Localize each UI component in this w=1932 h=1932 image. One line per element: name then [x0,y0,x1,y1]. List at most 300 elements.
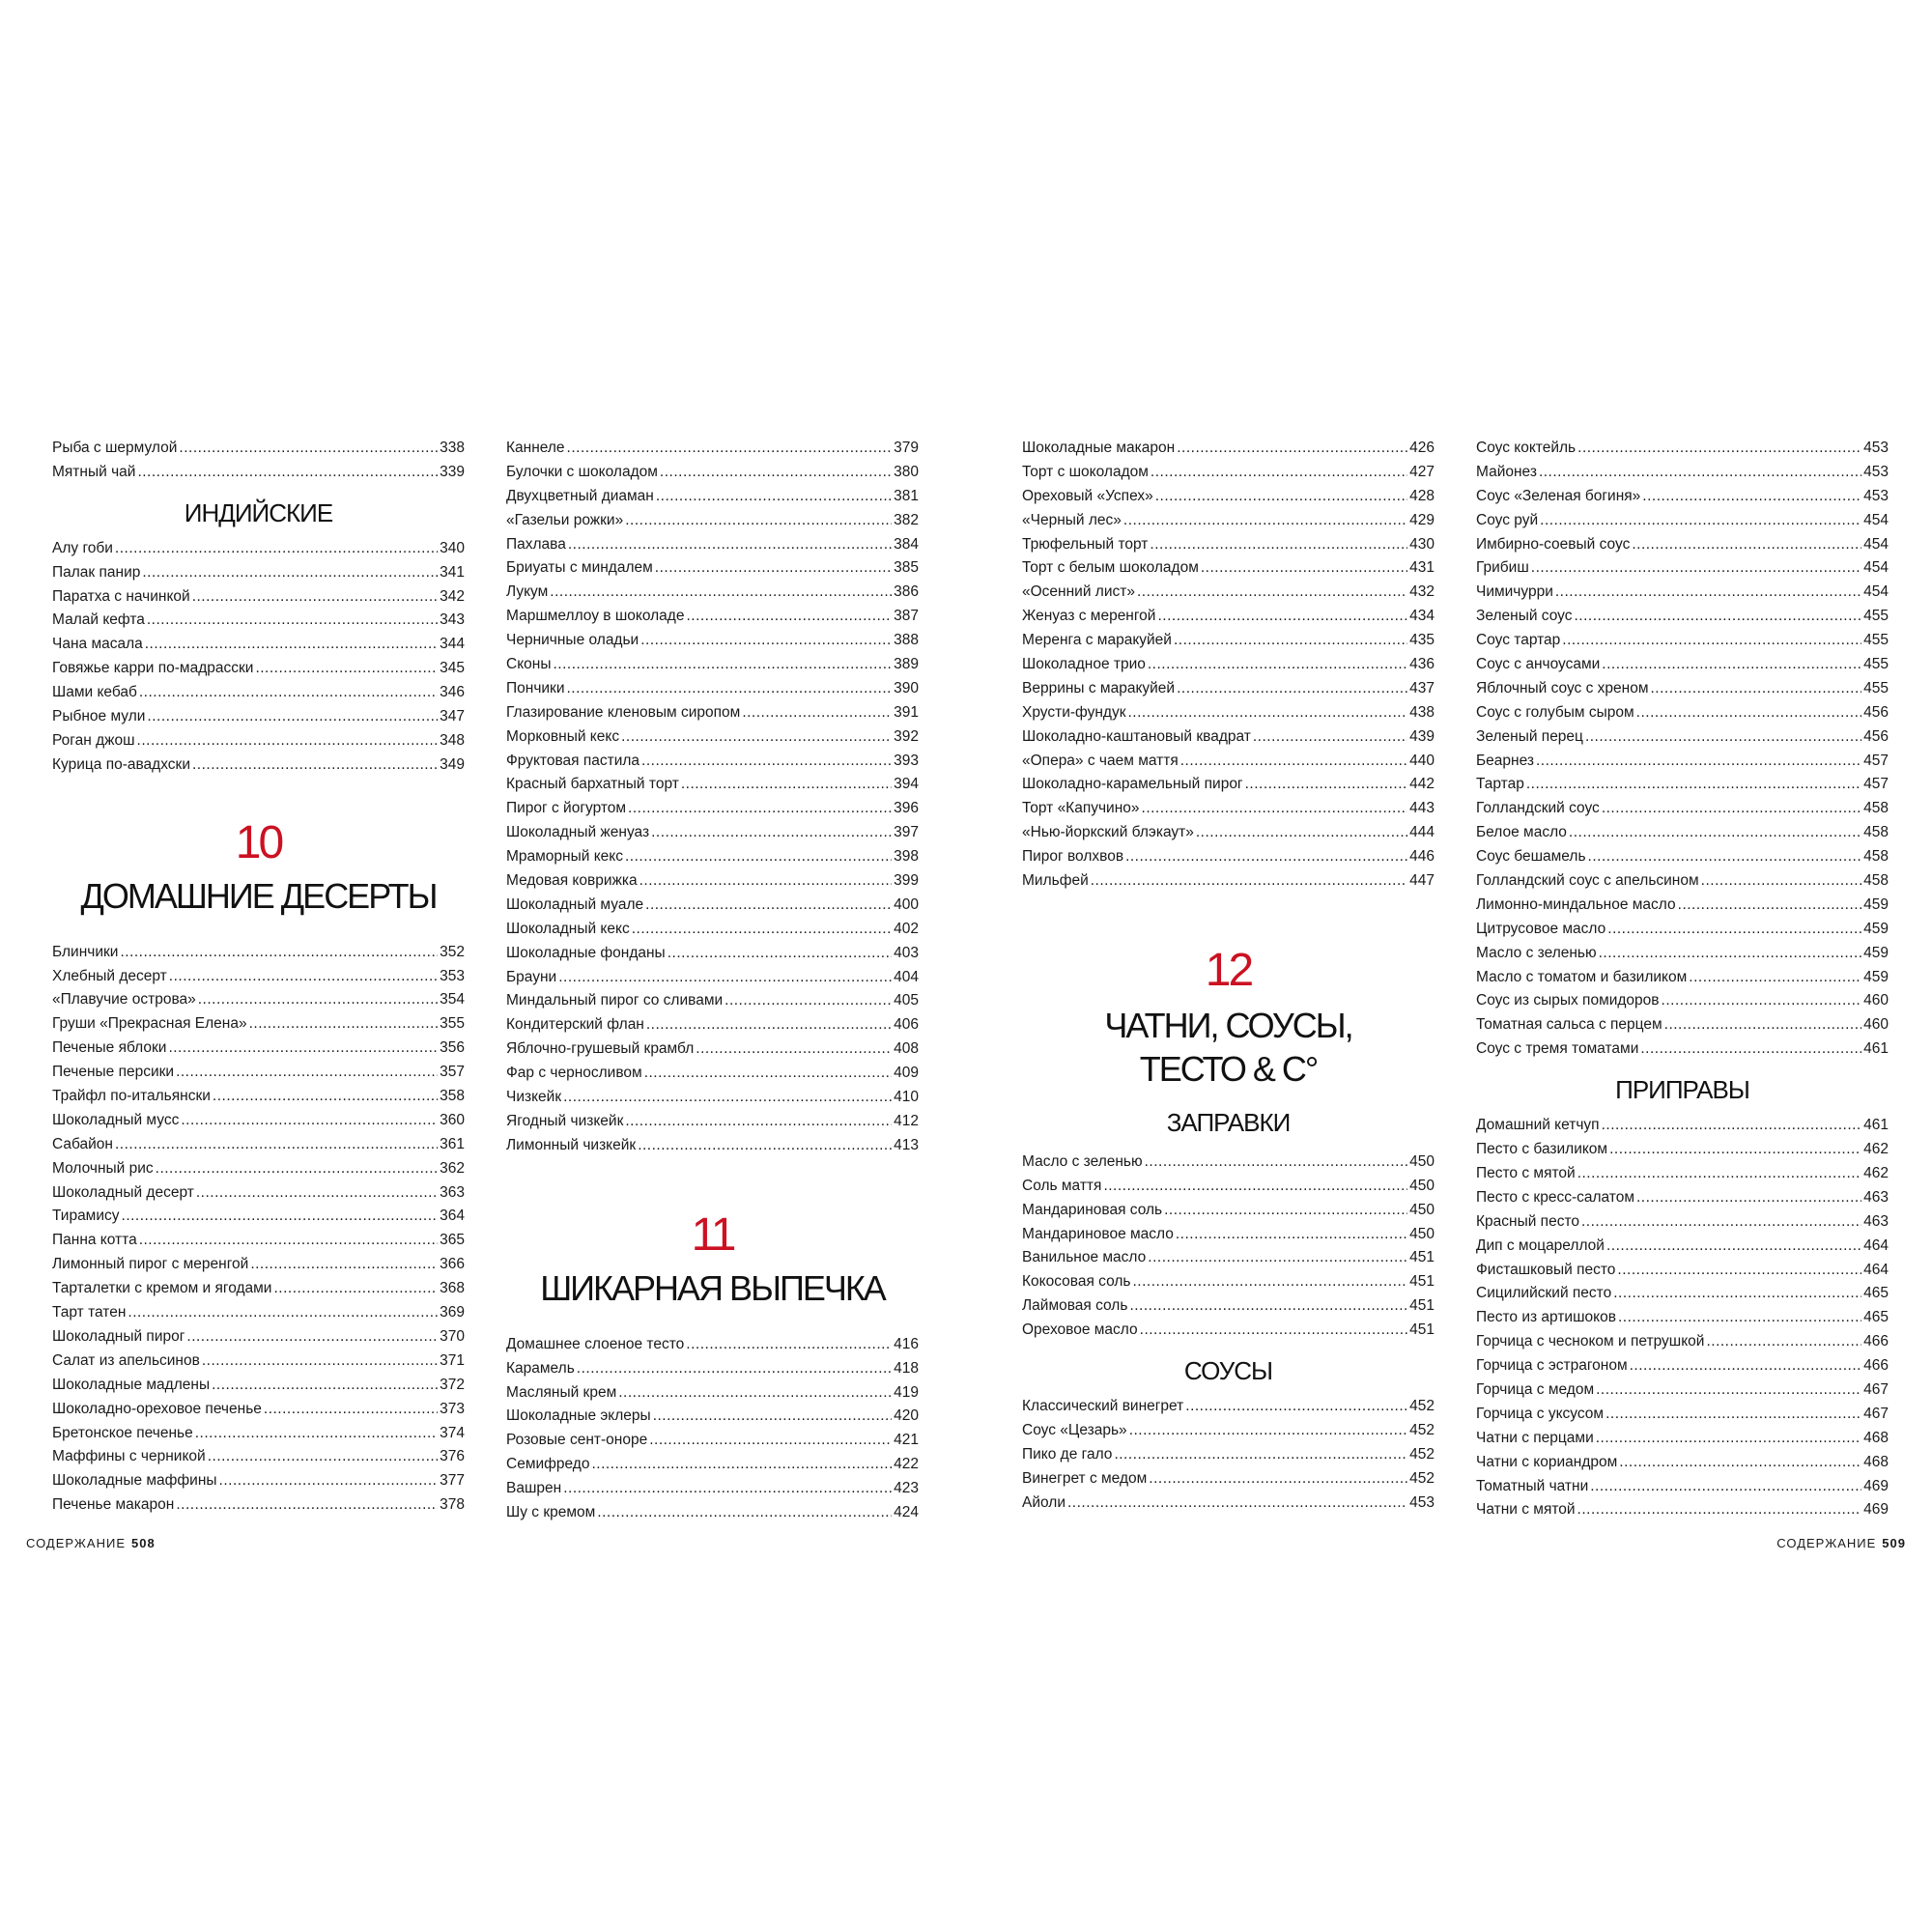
entry-title: Пирог с йогуртом [506,800,627,817]
entry-title: Тартар [1476,776,1524,793]
toc-entry[interactable] [1022,1419,1435,1443]
toc-entry[interactable] [1476,629,1889,653]
entry-title: Рыба с шермулой [52,440,178,456]
toc-entry[interactable] [1022,1492,1435,1516]
toc-entry[interactable] [506,966,919,990]
entry-page-number: 451 [1409,1273,1435,1291]
entry-title: Шоколадные эклеры [506,1407,651,1425]
entry-page-number: 356 [440,1039,465,1057]
toc-entry[interactable] [506,533,919,557]
dot-leader [122,1205,439,1229]
toc-entry[interactable] [52,1109,465,1133]
dot-leader [1164,1199,1407,1223]
toc-entry[interactable] [52,657,465,681]
entry-title: Шоколадно-ореховое печенье [52,1400,262,1417]
toc-entry[interactable] [1476,533,1889,557]
entry-title: Пирог волхвов [1022,848,1124,866]
toc-entry[interactable] [1022,1270,1435,1294]
entry-page-number: 413 [894,1136,919,1153]
entry-title: Говяжье карри по-мадрасски [52,660,254,677]
section-heading-indian: ИНДИЙСКИЕ [184,497,333,527]
toc-entry[interactable] [52,965,465,989]
entry-title: Бриуаты с миндалем [506,559,653,577]
toc-entry[interactable] [1476,1282,1889,1306]
toc-entry[interactable] [1476,653,1889,677]
toc-entry[interactable] [1022,821,1435,845]
dot-leader [621,725,892,750]
toc-entry[interactable] [52,1205,465,1229]
toc-entry[interactable] [1476,556,1889,581]
footer-right [1776,1536,1906,1550]
entry-page-number: 461 [1863,1117,1889,1134]
toc-entry[interactable] [1476,845,1889,869]
toc-entry[interactable] [506,845,919,869]
toc-entry[interactable] [506,1062,919,1086]
toc-list [52,537,465,778]
entry-page-number: 410 [894,1089,919,1106]
dot-leader [639,869,893,894]
dot-leader [1630,1354,1862,1378]
toc-entry[interactable] [1022,701,1435,725]
dot-leader [686,1333,892,1357]
toc-entry[interactable] [52,1133,465,1157]
entry-page-number: 348 [440,731,465,749]
toc-entry[interactable] [52,585,465,610]
dot-leader [1577,437,1861,461]
chapter-title-12-line2: ТЕСТО & С° [1139,1048,1318,1089]
footer-left [26,1536,156,1550]
entry-page-number: 464 [1863,1236,1889,1254]
toc-entry[interactable] [52,1012,465,1037]
toc-entry[interactable] [52,729,465,753]
chapter-title-12-line1: ЧАТНИ, СОУСЫ, [1104,1005,1352,1045]
toc-entry[interactable] [1022,1151,1435,1175]
toc-entry[interactable] [506,989,919,1013]
entry-title: Пончики [506,679,565,696]
toc-entry[interactable] [1476,1498,1889,1522]
toc-entry[interactable] [1476,1210,1889,1235]
entry-title: Ягодный чизкейк [506,1112,624,1129]
dot-leader [1605,1403,1861,1427]
toc-entry[interactable] [1476,1013,1889,1037]
toc-entry[interactable] [1476,918,1889,942]
dot-leader [255,657,438,681]
toc-entry[interactable] [52,941,465,965]
toc-entry[interactable] [1476,989,1889,1013]
dot-leader [1701,869,1861,894]
entry-page-number: 418 [894,1359,919,1377]
toc-entry[interactable] [1476,942,1889,966]
entry-title: Шу с кремом [506,1503,596,1520]
entry-title: Имбирно-соевый соус [1476,535,1631,553]
dot-leader [264,1398,438,1422]
dot-leader [1602,797,1861,821]
entry-page-number: 403 [894,944,919,961]
toc-entry[interactable] [506,725,919,750]
toc-entry[interactable] [1476,605,1889,629]
toc-entry[interactable] [1022,869,1435,894]
entry-page-number: 346 [440,684,465,701]
toc-entry[interactable] [506,653,919,677]
toc-entry[interactable] [52,461,465,485]
entry-page-number: 458 [1863,824,1889,841]
entry-page-number: 397 [894,824,919,841]
toc-entry[interactable] [1476,797,1889,821]
dot-leader [1177,437,1407,461]
toc-entry[interactable] [506,942,919,966]
toc-entry[interactable] [1476,1235,1889,1259]
toc-entry[interactable] [506,556,919,581]
entry-title: Пахлава [506,535,566,553]
entry-page-number: 454 [1863,535,1889,553]
dot-leader [1253,725,1407,750]
entry-page-number: 402 [894,920,919,937]
toc-entry[interactable] [52,561,465,585]
dot-leader [1575,605,1862,629]
entry-title: Женуаз с меренгой [1022,608,1156,625]
dot-leader [625,1110,892,1134]
entry-title: Фруктовая пастила [506,752,640,769]
toc-entry[interactable] [52,681,465,705]
dot-leader [1689,966,1861,990]
entry-title: Булочки с шоколадом [506,463,658,480]
entry-page-number: 364 [440,1208,465,1225]
dot-leader [1585,725,1861,750]
entry-title: Шоколадный пирог [52,1327,185,1345]
toc-entry[interactable] [52,1037,465,1061]
entry-page-number: 456 [1863,703,1889,721]
toc-entry[interactable] [506,797,919,821]
entry-title: Алу гоби [52,539,113,556]
entry-page-number: 343 [440,611,465,629]
toc-entry[interactable] [52,1277,465,1301]
entry-page-number: 468 [1863,1429,1889,1446]
entry-title: Голландский соус с апельсином [1476,872,1699,890]
entry-title: Малай кефта [52,611,145,629]
dot-leader [1577,1498,1862,1522]
toc-entry[interactable] [506,1381,919,1406]
entry-title: Масло с томатом и базиликом [1476,968,1688,985]
dot-leader [1636,701,1861,725]
toc-entry[interactable] [1022,1294,1435,1319]
entry-page-number: 385 [894,559,919,577]
toc-entry[interactable] [1476,1451,1889,1475]
entry-page-number: 369 [440,1304,465,1321]
toc-entry[interactable] [506,1477,919,1501]
entry-page-number: 451 [1409,1321,1435,1339]
toc-entry[interactable] [506,1453,919,1477]
toc-entry[interactable] [1476,1330,1889,1354]
toc-entry[interactable] [1022,1443,1435,1467]
toc-entry[interactable] [506,1333,919,1357]
toc-entry[interactable] [52,705,465,729]
entry-page-number: 442 [1409,776,1435,793]
entry-title: Томатный чатни [1476,1477,1589,1494]
toc-entry[interactable] [1476,725,1889,750]
dot-leader [1123,509,1407,533]
toc-entry[interactable] [1022,1223,1435,1247]
entry-page-number: 462 [1863,1164,1889,1181]
toc-entry[interactable] [52,1061,465,1085]
entry-title: Миндальный пирог со сливами [506,992,724,1009]
toc-entry[interactable] [1022,1467,1435,1492]
entry-title: Кондитерский флан [506,1016,644,1034]
toc-entry[interactable] [52,1085,465,1109]
toc-entry[interactable] [506,1086,919,1110]
toc-entry[interactable] [1022,1246,1435,1270]
entry-title: Дип с моцареллой [1476,1236,1605,1254]
toc-entry[interactable] [1476,1037,1889,1062]
toc-entry[interactable] [1022,1395,1435,1419]
toc-entry[interactable] [506,1429,919,1453]
toc-entry[interactable] [1476,869,1889,894]
entry-page-number: 392 [894,727,919,745]
entry-page-number: 388 [894,632,919,649]
toc-entry[interactable] [52,753,465,778]
toc-entry[interactable] [1022,797,1435,821]
dot-leader [625,845,892,869]
entry-page-number: 456 [1863,727,1889,745]
entry-page-number: 469 [1863,1501,1889,1519]
toc-entry[interactable] [506,509,919,533]
toc-entry[interactable] [52,1181,465,1206]
entry-title: Мандариновое масло [1022,1225,1174,1242]
dot-leader [1148,653,1407,677]
toc-entry[interactable] [1476,966,1889,990]
toc-entry[interactable] [1476,1114,1889,1138]
dot-leader [137,461,438,485]
toc-entry[interactable] [1022,653,1435,677]
toc-entry[interactable] [1022,725,1435,750]
toc-entry[interactable] [52,988,465,1012]
toc-entry[interactable] [506,461,919,485]
toc-entry[interactable] [1476,821,1889,845]
toc-entry[interactable] [52,633,465,657]
dot-leader [558,966,892,990]
entry-page-number: 370 [440,1327,465,1345]
entry-page-number: 404 [894,968,919,985]
dot-leader [176,1061,438,1085]
toc-entry[interactable] [1476,1427,1889,1451]
entry-page-number: 381 [894,487,919,504]
toc-entry[interactable] [52,1493,465,1518]
toc-entry[interactable] [506,918,919,942]
dot-leader [577,1357,892,1381]
section-heading-seasonings: ПРИПРАВЫ [1615,1075,1749,1105]
toc-entry[interactable] [1022,750,1435,774]
dot-leader [1067,1492,1407,1516]
dot-leader [1642,485,1861,509]
dot-leader [1145,1151,1408,1175]
dot-leader [1536,750,1861,774]
toc-entry[interactable] [1476,509,1889,533]
entry-page-number: 460 [1863,1016,1889,1034]
toc-entry[interactable] [52,1350,465,1374]
toc-entry[interactable] [506,1110,919,1134]
entry-page-number: 455 [1863,679,1889,696]
section-heading-sauces: СОУСЫ [1183,1356,1273,1386]
toc-entry[interactable] [1022,556,1435,581]
toc-entry[interactable] [1476,750,1889,774]
toc-entry[interactable] [1022,677,1435,701]
toc-entry[interactable] [1022,773,1435,797]
toc-entry[interactable] [1022,485,1435,509]
entry-title: Красный бархатный торт [506,776,679,793]
dot-leader [1114,1443,1407,1467]
toc-entry[interactable] [506,485,919,509]
toc-entry[interactable] [52,1301,465,1325]
entry-title: Голландский соус [1476,800,1600,817]
entry-page-number: 360 [440,1111,465,1128]
entry-title: Грибиш [1476,559,1529,577]
dot-leader [147,609,438,633]
dot-leader [1607,918,1861,942]
entry-title: Шоколадные фонданы [506,944,666,961]
toc-entry[interactable] [1022,533,1435,557]
toc-entry[interactable] [1476,1475,1889,1499]
entry-title: Чимичурри [1476,583,1553,601]
toc-entry[interactable] [1022,629,1435,653]
dot-leader [632,918,892,942]
entry-title: Масло с зеленью [1476,944,1597,961]
toc-entry[interactable] [1476,1306,1889,1330]
toc-entry[interactable] [506,677,919,701]
entry-title: Шоколадное трио [1022,656,1146,673]
dot-leader [1539,461,1861,485]
toc-entry[interactable] [1022,845,1435,869]
toc-entry[interactable] [52,1374,465,1398]
toc-entry[interactable] [506,1357,919,1381]
dot-leader [115,1133,438,1157]
entry-title: Розовые сент-оноре [506,1432,648,1449]
toc-entry[interactable] [1022,605,1435,629]
entry-page-number: 469 [1863,1477,1889,1494]
toc-entry[interactable] [52,1325,465,1350]
dot-leader [625,509,892,533]
chapter-number-12: 12 [1205,944,1252,996]
entry-page-number: 390 [894,679,919,696]
toc-entry[interactable] [506,1405,919,1429]
entry-page-number: 341 [440,563,465,581]
dot-leader [1581,1210,1861,1235]
toc-entry[interactable] [506,629,919,653]
toc-entry[interactable] [52,1469,465,1493]
dot-leader [1632,533,1861,557]
toc-entry[interactable] [1476,677,1889,701]
dot-leader [742,701,892,725]
entry-page-number: 412 [894,1112,919,1129]
entry-page-number: 450 [1409,1201,1435,1218]
dot-leader [640,629,892,653]
toc-entry[interactable] [1476,701,1889,725]
toc-entry[interactable] [1476,1378,1889,1403]
toc-entry[interactable] [52,609,465,633]
toc-entry[interactable] [1022,437,1435,461]
entry-title: Брауни [506,968,557,985]
toc-entry[interactable] [506,1501,919,1525]
entry-page-number: 366 [440,1256,465,1273]
toc-entry[interactable] [506,869,919,894]
entry-title: Соус с тремя томатами [1476,1040,1639,1058]
toc-entry[interactable] [1476,773,1889,797]
toc-entry[interactable] [506,1037,919,1062]
toc-entry[interactable] [52,1398,465,1422]
toc-entry[interactable] [506,605,919,629]
toc-list [1022,1395,1435,1515]
toc-entry[interactable] [1476,581,1889,605]
toc-entry[interactable] [1476,1403,1889,1427]
toc-entry[interactable] [1476,1162,1889,1186]
toc-entry[interactable] [52,1445,465,1469]
entry-title: Карамель [506,1359,575,1377]
dot-leader [1151,461,1407,485]
toc-entry[interactable] [1022,1199,1435,1223]
toc-entry[interactable] [506,894,919,918]
entry-page-number: 406 [894,1016,919,1034]
entry-page-number: 419 [894,1383,919,1401]
toc-entry[interactable] [506,581,919,605]
toc-entry[interactable] [1476,1354,1889,1378]
entry-page-number: 393 [894,752,919,769]
toc-entry[interactable] [506,701,919,725]
toc-entry[interactable] [1476,437,1889,461]
toc-entry[interactable] [1022,509,1435,533]
toc-entry[interactable] [1022,1175,1435,1199]
entry-page-number: 443 [1409,800,1435,817]
toc-entry[interactable] [1476,1138,1889,1162]
toc-entry[interactable] [52,1422,465,1446]
toc-entry[interactable] [506,750,919,774]
toc-entry[interactable] [1022,1319,1435,1343]
toc-entry[interactable] [1476,894,1889,918]
entry-title: Бретонское печенье [52,1424,193,1441]
toc-entry[interactable] [1476,1259,1889,1283]
toc-entry[interactable] [506,773,919,797]
dot-leader [1137,581,1407,605]
toc-entry[interactable] [1476,1186,1889,1210]
toc-entry[interactable] [1022,581,1435,605]
toc-entry[interactable] [506,437,919,461]
entry-title: Тирамису [52,1208,120,1225]
dot-leader [1128,701,1408,725]
toc-entry[interactable] [52,1253,465,1277]
entry-title: Паратха с начинкой [52,587,190,605]
entry-page-number: 389 [894,656,919,673]
entry-title: Мраморный кекс [506,848,623,866]
entry-title: Веррины с маракуйей [1022,679,1176,696]
toc-entry[interactable] [506,1013,919,1037]
toc-entry[interactable] [52,437,465,461]
toc-entry[interactable] [1022,461,1435,485]
entry-page-number: 468 [1863,1453,1889,1470]
toc-entry[interactable] [52,1229,465,1253]
entry-page-number: 444 [1409,824,1435,841]
toc-entry[interactable] [1476,485,1889,509]
toc-entry[interactable] [506,821,919,845]
toc-entry[interactable] [52,1157,465,1181]
toc-entry[interactable] [52,537,465,561]
entry-title: Мандариновая соль [1022,1201,1163,1218]
entry-page-number: 420 [894,1407,919,1425]
entry-title: Морковный кекс [506,727,620,745]
entry-page-number: 352 [440,943,465,960]
toc-entry[interactable] [1476,461,1889,485]
toc-entry[interactable] [506,1134,919,1158]
entry-title: Масло с зеленью [1022,1152,1143,1170]
entry-title: Соль маття [1022,1177,1102,1194]
dot-leader [618,1381,892,1406]
dot-leader [115,537,438,561]
